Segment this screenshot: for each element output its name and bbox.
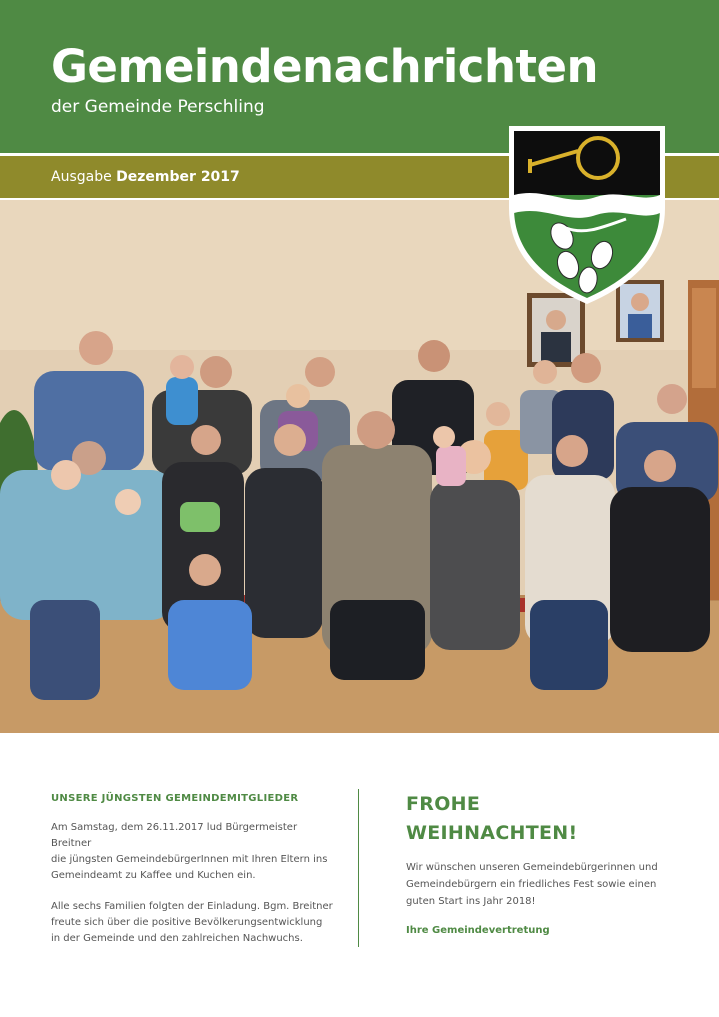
column-divider: [358, 789, 359, 947]
greeting-text-line: Wir wünschen unseren Gemeindebürgerinnen und: [406, 862, 658, 873]
article-column: [51, 793, 336, 947]
article-heading: UNSERE JÜNGSTEN GEMEINDEMITGLIEDER: [51, 793, 299, 804]
article-paragraph: [51, 820, 336, 884]
paragraph-line: die jüngsten GemeindebürgerInnen mit Ihren Eltern ins: [51, 854, 328, 865]
greeting-text-line: guten Start ins Jahr 2018!: [406, 896, 536, 907]
paragraph-line: Alle sechs Familien folgten der Einladung. Bgm. Breitner: [51, 901, 333, 912]
issue-prefix: Ausgabe: [51, 169, 112, 185]
paragraph-line: Gemeindeamt zu Kaffee und Kuchen ein.: [51, 870, 256, 881]
issue-month: Dezember 2017: [116, 169, 240, 185]
paragraph-line: freute sich über die positive Bevölkerungsentwicklung: [51, 917, 323, 928]
coat-of-arms-icon: [506, 123, 668, 307]
greeting-line: FROHE: [406, 793, 481, 815]
greeting-column: [406, 790, 676, 936]
page-subtitle: der Gemeinde Perschling: [51, 97, 265, 117]
page-title: Gemeindenachrichten: [51, 40, 599, 93]
greeting-line: WEIHNACHTEN!: [406, 822, 578, 844]
paragraph-line: Am Samstag, dem 26.11.2017 lud Bürgermeister Breitner: [51, 822, 298, 849]
greeting-text: [406, 859, 676, 910]
paragraph-line: in der Gemeinde und den zahlreichen Nachwuchs.: [51, 933, 303, 944]
greeting-text-line: Gemeindebürgern ein friedliches Fest sowie einen: [406, 879, 657, 890]
article-paragraph: [51, 899, 336, 947]
issue-label: [51, 169, 240, 185]
greeting-heading: [406, 790, 676, 848]
greeting-signature: Ihre Gemeindevertretung: [406, 925, 550, 936]
